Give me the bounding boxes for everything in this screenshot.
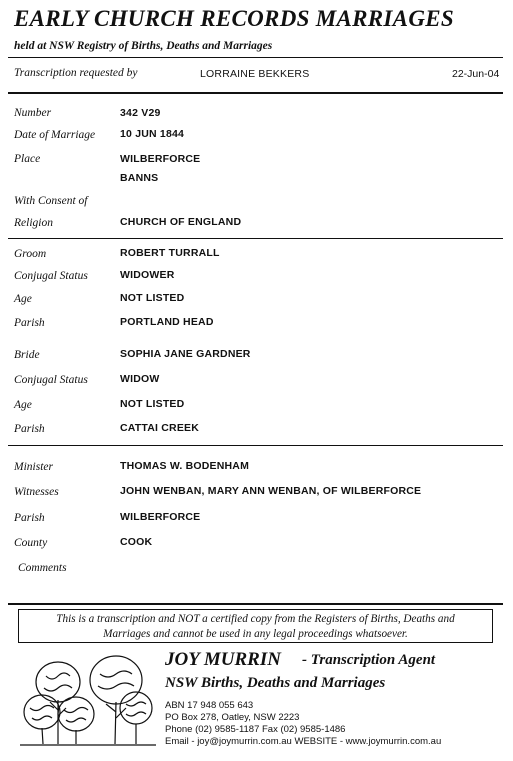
divider: [8, 603, 503, 605]
groom-status-label: Conjugal Status: [14, 270, 88, 282]
ceremony-parish-value: WILBERFORCE: [120, 511, 201, 523]
number-value: 342 V29: [120, 107, 161, 119]
bride-parish-label: Parish: [14, 423, 45, 435]
minister-label: Minister: [14, 461, 53, 473]
groom-age: NOT LISTED: [120, 292, 185, 304]
place-value: WILBERFORCE: [120, 153, 201, 165]
groom-parish: PORTLAND HEAD: [120, 316, 214, 328]
bride-parish: CATTAI CREEK: [120, 422, 200, 434]
divider: [8, 445, 503, 446]
agent-abn: ABN 17 948 055 643: [165, 700, 254, 711]
disclaimer-box: [18, 609, 493, 643]
groom-label: Groom: [14, 248, 47, 260]
divider: [8, 238, 503, 239]
bride-age-label: Age: [14, 399, 32, 411]
groom-status: WIDOWER: [120, 269, 175, 281]
county-value: COOK: [120, 536, 153, 548]
requester-name: LORRAINE BEKKERS: [200, 68, 310, 80]
document-title: EARLY CHURCH RECORDS MARRIAGES: [14, 6, 454, 31]
groom-age-label: Age: [14, 293, 32, 305]
bride-name: SOPHIA JANE GARDNER: [120, 348, 251, 360]
religion-value: CHURCH OF ENGLAND: [120, 216, 242, 228]
witnesses-value: JOHN WENBAN, MARY ANN WENBAN, OF WILBERFORCE: [120, 485, 422, 497]
request-date: 22-Jun-04: [452, 68, 500, 80]
place-label: Place: [14, 153, 41, 165]
number-label: Number: [14, 107, 52, 119]
consent-label: With Consent of: [14, 195, 88, 207]
disclaimer-line-2: Marriages and cannot be used in any legal proceedings whatsoever.: [103, 628, 408, 640]
comments-label: Comments: [18, 562, 67, 574]
request-label: Transcription requested by: [14, 67, 138, 79]
agent-email: Email - joy@joymurrin.com.au WEBSITE - www.joymurrin.com.au: [165, 736, 442, 747]
religion-label: Religion: [14, 217, 53, 229]
agent-name: JOY MURRIN: [165, 649, 281, 670]
bride-status-label: Conjugal Status: [14, 374, 88, 386]
agent-role: - Transcription Agent: [302, 652, 436, 668]
ceremony-parish-label: Parish: [14, 512, 45, 524]
place-value-line2: BANNS: [120, 172, 159, 184]
date-label: Date of Marriage: [14, 129, 96, 141]
bride-age: NOT LISTED: [120, 398, 185, 410]
divider: [8, 92, 503, 94]
agent-phone: Phone (02) 9585-1187 Fax (02) 9585-1486: [165, 724, 346, 735]
witnesses-label: Witnesses: [14, 486, 59, 498]
groom-name: ROBERT TURRALL: [120, 247, 220, 259]
agent-address: PO Box 278, Oatley, NSW 2223: [165, 712, 300, 723]
groom-parish-label: Parish: [14, 317, 45, 329]
disclaimer-line-1: This is a transcription and NOT a certified copy from the Registers of Births, Deaths and: [56, 613, 455, 625]
agent-organization: NSW Births, Deaths and Marriages: [165, 675, 386, 691]
bride-label: Bride: [14, 349, 40, 361]
divider: [8, 57, 503, 58]
date-value: 10 JUN 1844: [120, 128, 185, 140]
minister-value: THOMAS W. BODENHAM: [120, 460, 250, 472]
bride-status: WIDOW: [120, 373, 160, 385]
trees-logo-icon: [18, 650, 158, 750]
county-label: County: [14, 537, 48, 549]
document-subtitle: held at NSW Registry of Births, Deaths and Marriages: [14, 40, 273, 52]
